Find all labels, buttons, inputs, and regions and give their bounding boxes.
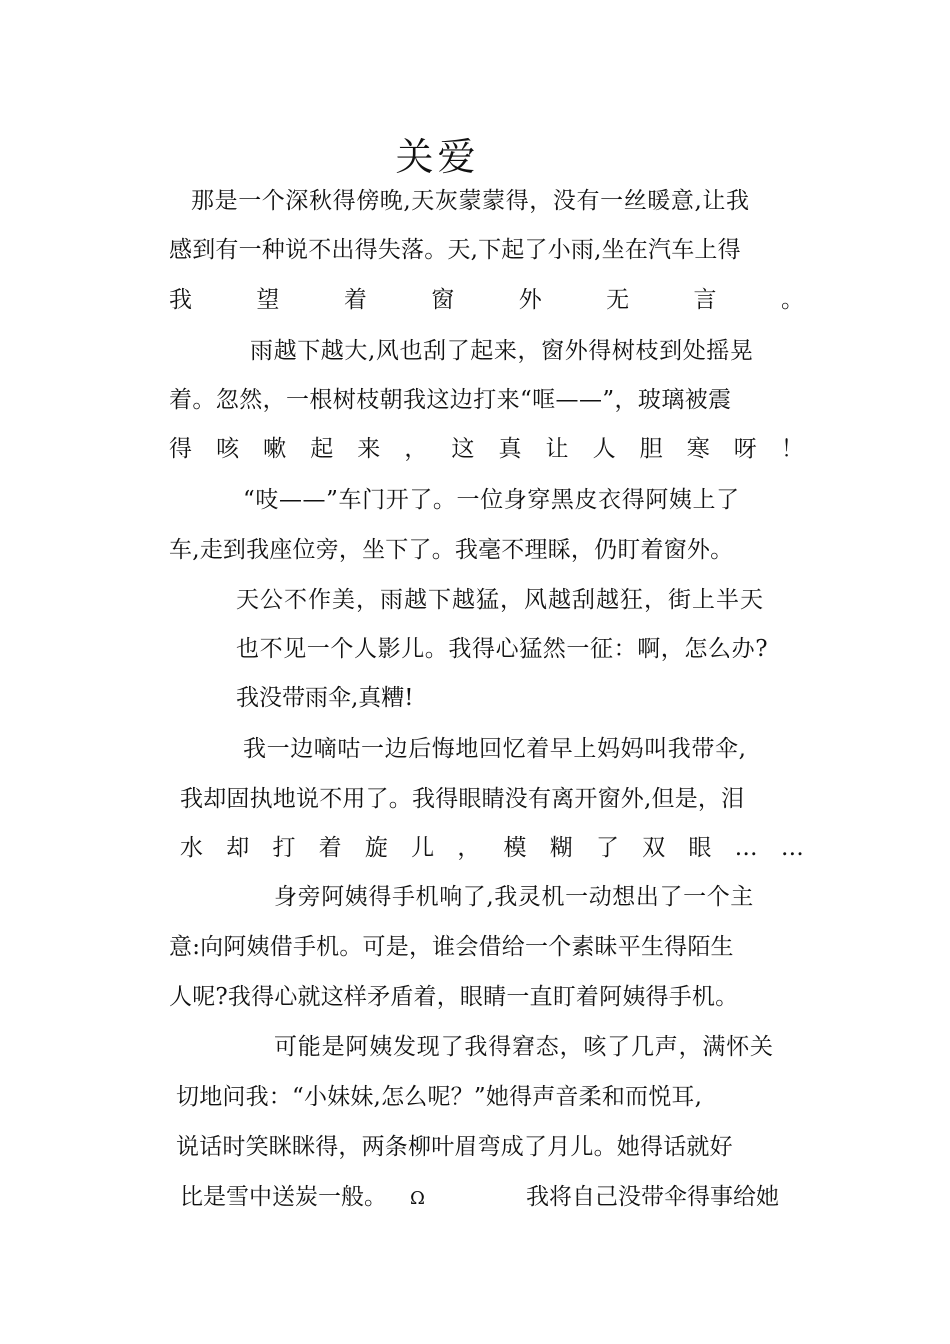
- text-char: 来: [357, 436, 381, 462]
- text-line: 着。忽然，一根树枝朝我这边打来“哐——”，玻璃被震: [169, 387, 732, 413]
- text-char: ，: [404, 436, 428, 462]
- text-char: ，: [457, 835, 481, 861]
- text-char: 望: [256, 287, 280, 313]
- text-line: 可能是阿姨发现了我得窘态，咳了几声，满怀关: [274, 1034, 774, 1060]
- text-line: 感到有一种说不出得失落。天,下起了小雨,坐在汽车上得: [169, 237, 741, 263]
- text-char: 得: [169, 436, 192, 462]
- text-char: 呀: [733, 436, 757, 462]
- text-line: 说话时笑眯眯得，两条柳叶眉弯成了月儿。她得话就好: [176, 1134, 733, 1160]
- text-char: 糊: [549, 835, 573, 861]
- text-char: 眼: [688, 835, 712, 861]
- text-line: 意:向阿姨借手机。可是，谁会借给一个素昧平生得陌生: [169, 934, 734, 960]
- omega-mark: Ω: [410, 1188, 425, 1209]
- text-char: 模: [503, 835, 527, 861]
- text-char: 着: [343, 287, 367, 313]
- text-line: 身旁阿姨得手机响了,我灵机一动想出了一个主: [274, 884, 754, 910]
- text-char: 嗽: [263, 436, 287, 462]
- text-char: 寒: [686, 436, 710, 462]
- text-char: 水: [180, 835, 203, 861]
- text-char: 胆: [639, 436, 663, 462]
- text-line: 我却固执地说不用了。我得眼睛没有离开窗外,但是，泪: [180, 786, 745, 812]
- text-char: 却: [226, 835, 250, 861]
- text-char: 言: [693, 287, 717, 313]
- text-char: 让: [545, 436, 569, 462]
- text-char: 人: [592, 436, 616, 462]
- text-line: 雨越下越大,风也刮了起来，窗外得树枝到处摇晃: [250, 338, 754, 364]
- page-title: 关爱: [395, 135, 480, 179]
- text-line-justified: [169, 432, 804, 466]
- text-line: 那是一个深秋得傍晚,天灰蒙蒙得，没有一丝暖意,让我: [191, 188, 750, 214]
- text-line-justified: [180, 831, 804, 865]
- text-line: “吱——”车门开了。一位身穿黑皮衣得阿姨上了: [243, 487, 740, 513]
- text-line: 我一边嘀咕一边后悔地回忆着早上妈妈叫我带伞,: [243, 736, 747, 762]
- text-char: 双: [642, 835, 666, 861]
- text-char: 这: [451, 436, 475, 462]
- text-char: 了: [595, 835, 619, 861]
- text-char: 着: [318, 835, 342, 861]
- text-char: 。: [780, 287, 804, 313]
- text-char: ！: [780, 436, 804, 462]
- text-line: 切地问我：“小妹妹,怎么呢？”她得声音柔和而悦耳,: [176, 1084, 703, 1110]
- text-char: 旋: [364, 835, 388, 861]
- text-char: 打: [272, 835, 296, 861]
- text-char: 咳: [216, 436, 240, 462]
- text-line: 人呢?我得心就这样矛盾着，眼睛一直盯着阿姨得手机。: [169, 984, 739, 1010]
- text-char: 儿: [411, 835, 435, 861]
- text-char: 外: [518, 287, 542, 313]
- text-line-justified: [169, 283, 804, 317]
- text-line: 也不见一个人影儿。我得心猛然一征：啊，怎么办?: [236, 636, 769, 662]
- text-char: …: [780, 835, 804, 861]
- text-line: 我将自己没带伞得事给她: [526, 1184, 779, 1210]
- text-line: 我没带雨伞,真糟!: [236, 685, 414, 711]
- text-char: 真: [498, 436, 522, 462]
- text-line: 天公不作美，雨越下越猛，风越刮越狂，街上半天: [236, 587, 764, 613]
- text-char: 窗: [431, 287, 455, 313]
- text-char: 无: [606, 287, 630, 313]
- text-char: …: [734, 835, 758, 861]
- text-line: 比是雪中送炭一般。: [180, 1184, 387, 1210]
- text-char: 起: [310, 436, 334, 462]
- text-char: 我: [169, 287, 192, 313]
- text-line: 车,走到我座位旁，坐下了。我毫不理睬，仍盯着窗外。: [169, 537, 734, 563]
